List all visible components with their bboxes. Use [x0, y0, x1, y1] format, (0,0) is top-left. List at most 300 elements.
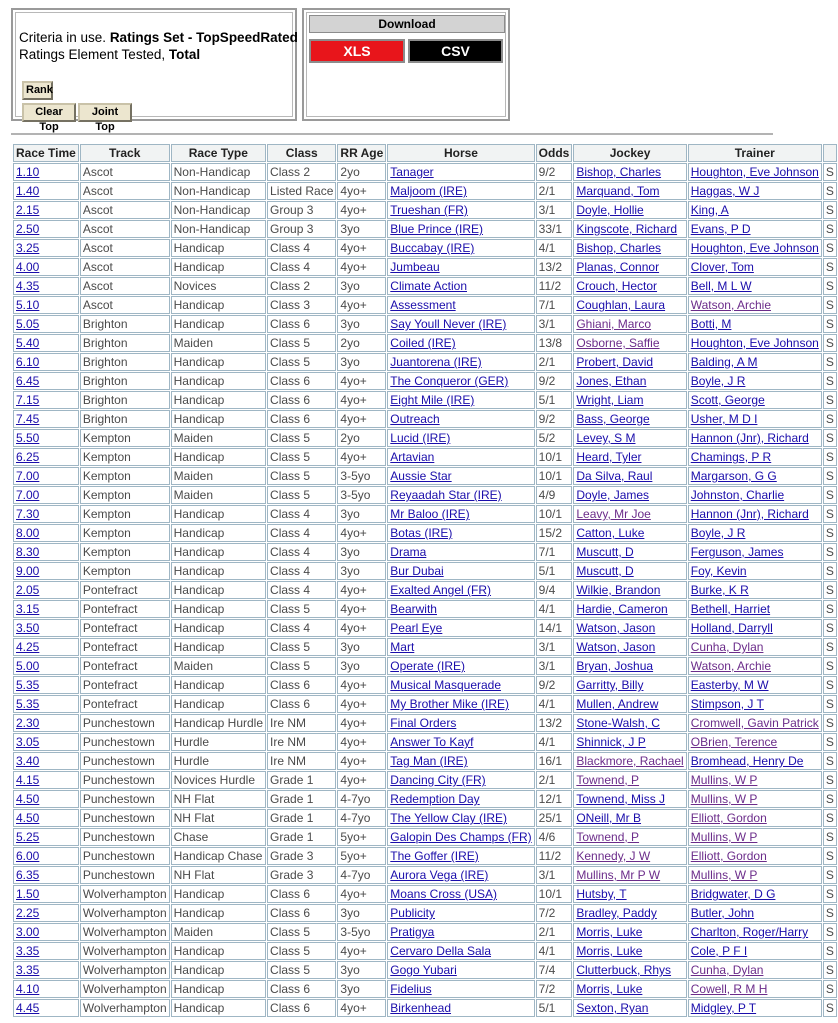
race-time-link[interactable]: 3.15	[16, 602, 40, 616]
horse-link[interactable]: Trueshan (FR)	[390, 203, 468, 217]
jockey-link[interactable]: Hardie, Cameron	[576, 602, 668, 616]
horse-link[interactable]: Dancing City (FR)	[390, 773, 486, 787]
cell-horse	[387, 885, 534, 903]
jockey-link[interactable]: Probert, David	[576, 355, 654, 369]
cell-race-type: Handicap	[171, 505, 266, 523]
horse-link[interactable]: Gogo Yubari	[390, 963, 457, 977]
cell-extra: S	[823, 942, 837, 960]
table-row	[13, 695, 837, 713]
race-time-link[interactable]: 5.25	[16, 830, 40, 844]
race-time-link[interactable]: 7.30	[16, 507, 40, 521]
cell-extra: S	[823, 505, 837, 523]
cell-race-time	[13, 505, 79, 523]
race-time-link[interactable]: 2.25	[16, 906, 40, 920]
jockey-link[interactable]: Blackmore, Rachael	[576, 754, 684, 768]
cell-horse	[387, 258, 534, 276]
jockey-link[interactable]: Muscutt, D	[576, 545, 634, 559]
cell-class: Class 6	[267, 315, 336, 333]
cell-extra: S	[823, 733, 837, 751]
cell-rr-age: 3yo	[337, 277, 386, 295]
cell-jockey	[573, 562, 686, 580]
race-time-link[interactable]: 6.00	[16, 849, 40, 863]
race-time-link[interactable]: 2.05	[16, 583, 40, 597]
trainer-link[interactable]: Boyle, J R	[690, 526, 746, 540]
trainer-link[interactable]: Butler, John	[690, 906, 755, 920]
header-race-type[interactable]: Race Type	[171, 144, 266, 162]
jockey-link[interactable]: Wright, Liam	[576, 393, 644, 407]
cell-extra: S	[823, 486, 837, 504]
race-time-link[interactable]: 7.15	[16, 393, 40, 407]
horse-link[interactable]: Bearwith	[390, 602, 437, 616]
trainer-link[interactable]: Cole, P F I	[690, 944, 748, 958]
trainer-link[interactable]: Margarson, G G	[690, 469, 777, 483]
trainer-link[interactable]: Houghton, Eve Johnson	[690, 241, 819, 255]
cell-race-time	[13, 486, 79, 504]
trainer-link[interactable]: Cunha, Dylan	[690, 963, 764, 977]
cell-jockey	[573, 676, 686, 694]
cell-horse	[387, 581, 534, 599]
race-time-link[interactable]: 4.50	[16, 811, 40, 825]
race-time-link[interactable]: 7.00	[16, 469, 40, 483]
cell-trainer	[688, 220, 822, 238]
horse-link[interactable]: Fidelius	[390, 982, 432, 996]
cell-class: Grade 1	[267, 809, 336, 827]
trainer-link[interactable]: Mullins, W P	[690, 868, 758, 882]
trainer-link[interactable]: King, A	[690, 203, 729, 217]
race-time-link[interactable]: 3.35	[16, 944, 40, 958]
cell-race-type: Non-Handicap	[171, 163, 266, 181]
cell-trainer	[688, 353, 822, 371]
cell-horse	[387, 790, 534, 808]
trainer-link[interactable]: Usher, M D I	[690, 412, 758, 426]
cell-trainer	[688, 638, 822, 656]
cell-race-type: Maiden	[171, 923, 266, 941]
horse-link[interactable]: Bur Dubai	[390, 564, 444, 578]
trainer-link[interactable]: Bromhead, Henry De	[690, 754, 804, 768]
header-odds[interactable]: Odds	[536, 144, 573, 162]
jockey-link[interactable]: Mullen, Andrew	[576, 697, 659, 711]
horse-link[interactable]: Pearl Eye	[390, 621, 443, 635]
trainer-link[interactable]: Houghton, Eve Johnson	[690, 165, 819, 179]
race-time-link[interactable]: 3.25	[16, 241, 40, 255]
trainer-link[interactable]: Johnston, Charlie	[690, 488, 785, 502]
cell-race-time	[13, 543, 79, 561]
trainer-link[interactable]: Chamings, P R	[690, 450, 772, 464]
horse-link[interactable]: Galopin Des Champs (FR)	[390, 830, 532, 844]
cell-jockey	[573, 999, 686, 1017]
jockey-link[interactable]: Mullins, Mr P W	[576, 868, 661, 882]
header-horse[interactable]: Horse	[387, 144, 534, 162]
cell-class: Group 3	[267, 201, 336, 219]
race-time-link[interactable]: 8.00	[16, 526, 40, 540]
horse-link[interactable]: Answer To Kayf	[390, 735, 474, 749]
jockey-link[interactable]: Doyle, James	[576, 488, 650, 502]
cell-rr-age: 4yo+	[337, 410, 386, 428]
cell-jockey	[573, 524, 686, 542]
race-time-link[interactable]: 1.10	[16, 165, 40, 179]
trainer-link[interactable]: Charlton, Roger/Harry	[690, 925, 809, 939]
trainer-link[interactable]: Bridgwater, D G	[690, 887, 776, 901]
trainer-link[interactable]: Balding, A M	[690, 355, 758, 369]
race-time-link[interactable]: 1.50	[16, 887, 40, 901]
race-time-link[interactable]: 2.15	[16, 203, 40, 217]
trainer-link[interactable]: Botti, M	[690, 317, 732, 331]
cell-trainer	[688, 448, 822, 466]
cell-trainer	[688, 923, 822, 941]
cell-trainer	[688, 296, 822, 314]
table-row	[13, 980, 837, 998]
xls-download-button[interactable]: XLS	[309, 39, 405, 63]
jockey-link[interactable]: Wilkie, Brandon	[576, 583, 661, 597]
cell-extra: S	[823, 828, 837, 846]
race-time-link[interactable]: 2.50	[16, 222, 40, 236]
race-time-link[interactable]: 9.00	[16, 564, 40, 578]
jockey-link[interactable]: ONeill, Mr B	[576, 811, 642, 825]
horse-link[interactable]: Operate (IRE)	[390, 659, 465, 673]
jockey-link[interactable]: Garritty, Billy	[576, 678, 644, 692]
jockey-link[interactable]: Ghiani, Marco	[576, 317, 652, 331]
trainer-link[interactable]: Watson, Archie	[690, 298, 771, 312]
cell-track: Wolverhampton	[80, 885, 170, 903]
race-time-link[interactable]: 3.50	[16, 621, 40, 635]
cell-odds: 13/2	[536, 714, 573, 732]
table-row	[13, 201, 837, 219]
cell-rr-age: 3yo	[337, 543, 386, 561]
jockey-link[interactable]: Bishop, Charles	[576, 165, 662, 179]
trainer-link[interactable]: Ferguson, James	[690, 545, 784, 559]
csv-download-button[interactable]: CSV	[408, 39, 503, 63]
race-time-link[interactable]: 6.10	[16, 355, 40, 369]
horse-link[interactable]: The Goffer (IRE)	[390, 849, 479, 863]
cell-extra: S	[823, 676, 837, 694]
cell-track: Punchestown	[80, 847, 170, 865]
jockey-link[interactable]: Clutterbuck, Rhys	[576, 963, 672, 977]
cell-class: Class 4	[267, 239, 336, 257]
horse-link[interactable]: Aussie Star	[390, 469, 452, 483]
trainer-link[interactable]: Elliott, Gordon	[690, 849, 767, 863]
trainer-link[interactable]: Burke, K R	[690, 583, 749, 597]
horse-link[interactable]: Maljoom (IRE)	[390, 184, 467, 198]
race-time-link[interactable]: 5.40	[16, 336, 40, 350]
table-row	[13, 790, 837, 808]
race-time-link[interactable]: 8.30	[16, 545, 40, 559]
race-time-link[interactable]: 4.25	[16, 640, 40, 654]
rank-button[interactable]: Rank	[22, 81, 53, 100]
trainer-link[interactable]: Evans, P D	[690, 222, 751, 236]
header-track[interactable]: Track	[80, 144, 170, 162]
horse-link[interactable]: Moans Cross (USA)	[390, 887, 497, 901]
horse-link[interactable]: Tag Man (IRE)	[390, 754, 468, 768]
cell-trainer	[688, 904, 822, 922]
trainer-link[interactable]: Mullins, W P	[690, 773, 758, 787]
horse-link[interactable]: Birkenhead	[390, 1001, 452, 1015]
jockey-link[interactable]: Da Silva, Raul	[576, 469, 653, 483]
race-time-link[interactable]: 2.30	[16, 716, 40, 730]
horse-link[interactable]: Publicity	[390, 906, 435, 920]
jockey-link[interactable]: Bishop, Charles	[576, 241, 662, 255]
header-trainer[interactable]: Trainer	[688, 144, 822, 162]
horse-link[interactable]: Climate Action	[390, 279, 467, 293]
race-time-link[interactable]: 7.00	[16, 488, 40, 502]
cell-track: Punchestown	[80, 790, 170, 808]
jockey-link[interactable]: Muscutt, D	[576, 564, 634, 578]
header-race-time[interactable]: Race Time	[13, 144, 79, 162]
jockey-link[interactable]: Kingscote, Richard	[576, 222, 678, 236]
horse-link[interactable]: The Yellow Clay (IRE)	[390, 811, 508, 825]
trainer-link[interactable]: Elliott, Gordon	[690, 811, 767, 825]
cell-extra: S	[823, 410, 837, 428]
cell-class: Grade 1	[267, 771, 336, 789]
cell-trainer	[688, 334, 822, 352]
cell-race-time	[13, 410, 79, 428]
trainer-link[interactable]: Midgley, P T	[690, 1001, 757, 1015]
jockey-link[interactable]: Osborne, Saffie	[576, 336, 660, 350]
horse-link[interactable]: Outreach	[390, 412, 440, 426]
header-jockey[interactable]: Jockey	[573, 144, 686, 162]
trainer-link[interactable]: OBrien, Terence	[690, 735, 778, 749]
race-time-link[interactable]: 4.00	[16, 260, 40, 274]
horse-link[interactable]: Blue Prince (IRE)	[390, 222, 483, 236]
jockey-link[interactable]: Jones, Ethan	[576, 374, 647, 388]
trainer-link[interactable]: Cowell, R M H	[690, 982, 768, 996]
cell-odds: 3/1	[536, 866, 573, 884]
cell-trainer	[688, 752, 822, 770]
cell-race-time	[13, 923, 79, 941]
cell-rr-age: 4yo+	[337, 885, 386, 903]
trainer-link[interactable]: Haggas, W J	[690, 184, 760, 198]
cell-race-time	[13, 391, 79, 409]
jockey-link[interactable]: Kennedy, J W	[576, 849, 651, 863]
horse-link[interactable]: Jumbeau	[390, 260, 440, 274]
race-time-link[interactable]: 1.40	[16, 184, 40, 198]
cell-jockey	[573, 201, 686, 219]
cell-trainer	[688, 505, 822, 523]
horse-link[interactable]: Buccabay (IRE)	[390, 241, 475, 255]
horse-link[interactable]: Pratigya	[390, 925, 435, 939]
cell-extra: S	[823, 258, 837, 276]
horse-link[interactable]: Coiled (IRE)	[390, 336, 456, 350]
horse-link[interactable]: Eight Mile (IRE)	[390, 393, 475, 407]
jockey-link[interactable]: Sexton, Ryan	[576, 1001, 649, 1015]
cell-extra: S	[823, 182, 837, 200]
horse-link[interactable]: Juantorena (IRE)	[390, 355, 482, 369]
cell-extra: S	[823, 619, 837, 637]
jockey-link[interactable]: Doyle, Hollie	[576, 203, 644, 217]
cell-trainer	[688, 581, 822, 599]
cell-trainer	[688, 695, 822, 713]
trainer-link[interactable]: Stimpson, J T	[690, 697, 764, 711]
cell-race-time	[13, 562, 79, 580]
header-rr-age[interactable]: RR Age	[337, 144, 386, 162]
race-time-link[interactable]: 7.45	[16, 412, 40, 426]
jockey-link[interactable]: Watson, Jason	[576, 640, 656, 654]
cell-extra: S	[823, 201, 837, 219]
jockey-link[interactable]: Leavy, Mr Joe	[576, 507, 651, 521]
cell-extra: S	[823, 239, 837, 257]
race-time-link[interactable]: 6.25	[16, 450, 40, 464]
horse-link[interactable]: Reyaadah Star (IRE)	[390, 488, 502, 502]
jockey-link[interactable]: Levey, S M	[576, 431, 636, 445]
cell-horse	[387, 524, 534, 542]
cell-odds: 12/1	[536, 790, 573, 808]
jockey-link[interactable]: Heard, Tyler	[576, 450, 642, 464]
table-row	[13, 885, 837, 903]
cell-horse	[387, 334, 534, 352]
trainer-link[interactable]: Scott, George	[690, 393, 765, 407]
jockey-link[interactable]: Watson, Jason	[576, 621, 656, 635]
race-time-link[interactable]: 5.35	[16, 697, 40, 711]
race-time-link[interactable]: 3.35	[16, 963, 40, 977]
horse-link[interactable]: The Conqueror (GER)	[390, 374, 509, 388]
race-time-link[interactable]: 6.45	[16, 374, 40, 388]
jockey-link[interactable]: Bradley, Paddy	[576, 906, 657, 920]
race-time-link[interactable]: 4.10	[16, 982, 40, 996]
jockey-link[interactable]: Morris, Luke	[576, 982, 643, 996]
cell-extra: S	[823, 163, 837, 181]
jockey-link[interactable]: Bryan, Joshua	[576, 659, 654, 673]
cell-class: Ire NM	[267, 714, 336, 732]
cell-horse	[387, 771, 534, 789]
cell-track: Wolverhampton	[80, 980, 170, 998]
cell-trainer	[688, 543, 822, 561]
cell-horse	[387, 277, 534, 295]
cell-race-type: Handicap	[171, 543, 266, 561]
trainer-link[interactable]: Houghton, Eve Johnson	[690, 336, 819, 350]
horse-link[interactable]: Musical Masquerade	[390, 678, 502, 692]
trainer-link[interactable]: Clover, Tom	[690, 260, 754, 274]
cell-trainer	[688, 657, 822, 675]
table-row	[13, 524, 837, 542]
cell-extra: S	[823, 980, 837, 998]
cell-track: Punchestown	[80, 733, 170, 751]
jockey-link[interactable]: Stone-Walsh, C	[576, 716, 660, 730]
race-time-link[interactable]: 5.50	[16, 431, 40, 445]
horse-link[interactable]: Mr Baloo (IRE)	[390, 507, 470, 521]
cell-trainer	[688, 809, 822, 827]
cell-race-time	[13, 847, 79, 865]
header-class[interactable]: Class	[267, 144, 336, 162]
jockey-link[interactable]: Bass, George	[576, 412, 650, 426]
horse-link[interactable]: Redemption Day	[390, 792, 480, 806]
trainer-link[interactable]: Bell, M L W	[690, 279, 752, 293]
trainer-link[interactable]: Hannon (Jnr), Richard	[690, 431, 809, 445]
jockey-link[interactable]: Morris, Luke	[576, 925, 643, 939]
jockey-link[interactable]: Townend, P	[576, 773, 640, 787]
cell-extra: S	[823, 277, 837, 295]
cell-race-time	[13, 790, 79, 808]
horse-link[interactable]: Artavian	[390, 450, 435, 464]
cell-odds: 25/1	[536, 809, 573, 827]
clear-top-button[interactable]: Clear Top	[22, 103, 76, 122]
horse-link[interactable]: Exalted Angel (FR)	[390, 583, 492, 597]
race-time-link[interactable]: 4.50	[16, 792, 40, 806]
horse-link[interactable]: Assessment	[390, 298, 456, 312]
race-time-link[interactable]: 4.15	[16, 773, 40, 787]
table-row	[13, 429, 837, 447]
horse-link[interactable]: Tanager	[390, 165, 434, 179]
cell-race-type: Handicap	[171, 258, 266, 276]
horse-link[interactable]: My Brother Mike (IRE)	[390, 697, 509, 711]
cell-race-time	[13, 714, 79, 732]
cell-rr-age: 3yo	[337, 562, 386, 580]
horse-link[interactable]: Mart	[390, 640, 415, 654]
cell-horse	[387, 543, 534, 561]
cell-horse	[387, 942, 534, 960]
trainer-link[interactable]: Easterby, M W	[690, 678, 769, 692]
jockey-link[interactable]: Marquand, Tom	[576, 184, 660, 198]
race-time-link[interactable]: 5.10	[16, 298, 40, 312]
cell-horse	[387, 429, 534, 447]
race-time-link[interactable]: 3.00	[16, 925, 40, 939]
race-time-link[interactable]: 3.05	[16, 735, 40, 749]
cell-extra: S	[823, 353, 837, 371]
jockey-link[interactable]: Shinnick, J P	[576, 735, 646, 749]
trainer-link[interactable]: Boyle, J R	[690, 374, 746, 388]
race-time-link[interactable]: 6.35	[16, 868, 40, 882]
jockey-link[interactable]: Coughlan, Laura	[576, 298, 666, 312]
results-table	[12, 143, 838, 1018]
jockey-link[interactable]: Catton, Luke	[576, 526, 645, 540]
cell-race-time	[13, 657, 79, 675]
trainer-link[interactable]: Cunha, Dylan	[690, 640, 764, 654]
jockey-link[interactable]: Townend, Miss J	[576, 792, 666, 806]
trainer-link[interactable]: Holland, Darryll	[690, 621, 773, 635]
section-divider	[11, 133, 773, 135]
jockey-link[interactable]: Crouch, Hector	[576, 279, 658, 293]
horse-link[interactable]: Say Youll Never (IRE)	[390, 317, 507, 331]
horse-link[interactable]: Botas (IRE)	[390, 526, 453, 540]
cell-track: Brighton	[80, 391, 170, 409]
cell-track: Kempton	[80, 543, 170, 561]
jockey-link[interactable]: Planas, Connor	[576, 260, 660, 274]
jockey-link[interactable]: Morris, Luke	[576, 944, 643, 958]
table-row	[13, 334, 837, 352]
jockey-link[interactable]: Townend, P	[576, 830, 640, 844]
trainer-link[interactable]: Foy, Kevin	[690, 564, 747, 578]
cell-race-time	[13, 182, 79, 200]
cell-track: Ascot	[80, 277, 170, 295]
cell-trainer	[688, 410, 822, 428]
trainer-link[interactable]: Mullins, W P	[690, 792, 758, 806]
jockey-link[interactable]: Hutsby, T	[576, 887, 627, 901]
cell-trainer	[688, 885, 822, 903]
joint-top-button[interactable]: Joint Top	[78, 103, 132, 122]
race-time-link[interactable]: 5.05	[16, 317, 40, 331]
race-time-link[interactable]: 5.00	[16, 659, 40, 673]
cell-jockey	[573, 410, 686, 428]
cell-class: Grade 3	[267, 866, 336, 884]
race-time-link[interactable]: 3.40	[16, 754, 40, 768]
cell-race-type: Handicap	[171, 315, 266, 333]
horse-link[interactable]: Final Orders	[390, 716, 457, 730]
race-time-link[interactable]: 5.35	[16, 678, 40, 692]
cell-race-time	[13, 695, 79, 713]
race-time-link[interactable]: 4.45	[16, 1001, 40, 1015]
trainer-link[interactable]: Watson, Archie	[690, 659, 771, 673]
horse-link[interactable]: Cervaro Della Sala	[390, 944, 492, 958]
trainer-link[interactable]: Bethell, Harriet	[690, 602, 771, 616]
cell-track: Ascot	[80, 258, 170, 276]
horse-link[interactable]: Aurora Vega (IRE)	[390, 868, 489, 882]
trainer-link[interactable]: Mullins, W P	[690, 830, 758, 844]
trainer-link[interactable]: Cromwell, Gavin Patrick	[690, 716, 819, 730]
cell-race-type: Handicap	[171, 239, 266, 257]
horse-link[interactable]: Lucid (IRE)	[390, 431, 451, 445]
cell-rr-age: 4yo+	[337, 182, 386, 200]
horse-link[interactable]: Drama	[390, 545, 427, 559]
trainer-link[interactable]: Hannon (Jnr), Richard	[690, 507, 809, 521]
race-time-link[interactable]: 4.35	[16, 279, 40, 293]
